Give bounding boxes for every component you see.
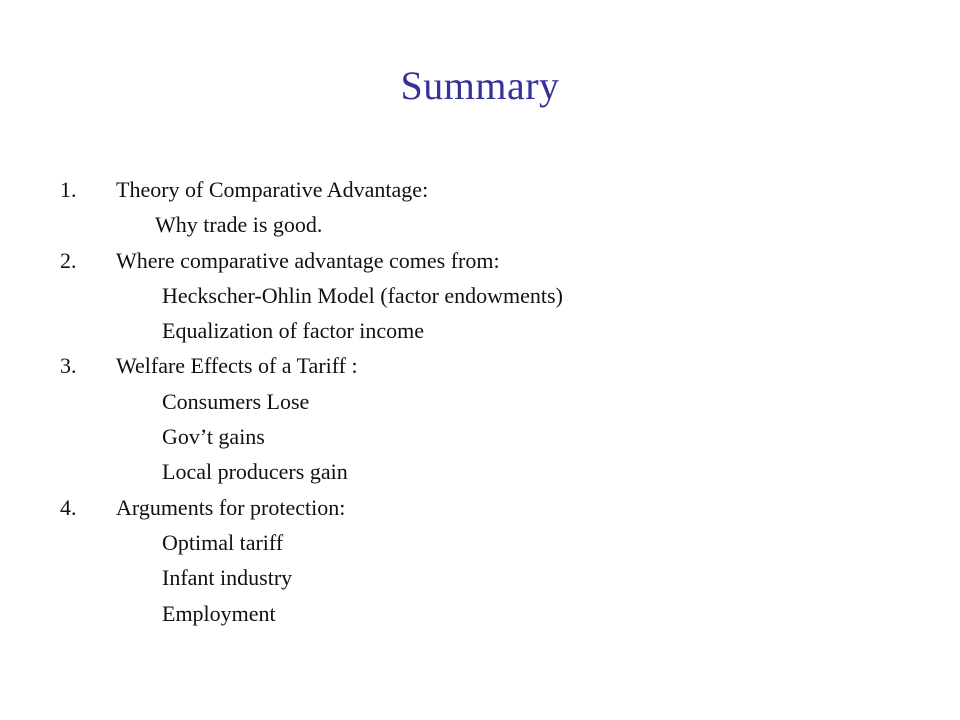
item-text: Theory of Comparative Advantage: (116, 177, 429, 202)
slide-title: Summary (400, 63, 560, 108)
sub-item-text: Consumers Lose (162, 388, 310, 414)
item-text: Welfare Effects of a Tariff : (116, 353, 358, 379)
sub-item (60, 560, 920, 595)
sub-item-text: Employment (162, 600, 276, 626)
list-item (60, 348, 920, 383)
list-item (60, 243, 920, 278)
sub-item-text: Equalization of factor income (162, 318, 425, 344)
sub-item-text: Infant industry (162, 565, 293, 591)
sub-item (60, 454, 920, 489)
item-text: Arguments for protection: (116, 494, 346, 520)
sub-item-text: Optimal tariff (162, 529, 284, 555)
sub-item-text: Why trade is good. (155, 212, 323, 238)
sub-item (60, 278, 920, 313)
sub-item (60, 525, 920, 560)
item-text: Where comparative advantage comes from: (116, 247, 500, 273)
sub-item (60, 384, 920, 419)
item-number: 1. (60, 177, 77, 202)
sub-item-text: Heckscher-Ohlin Model (factor endowments) (162, 282, 563, 308)
item-number: 4. (60, 494, 77, 520)
sub-item-text: Local producers gain (162, 459, 348, 485)
sub-item (60, 313, 920, 348)
list-item (60, 490, 920, 525)
list-item (60, 172, 920, 207)
sub-item-text: Gov’t gains (162, 424, 265, 450)
summary-list (60, 172, 920, 631)
sub-item (60, 207, 920, 242)
sub-item (60, 596, 920, 631)
item-number: 3. (60, 353, 77, 379)
item-number: 2. (60, 247, 77, 273)
sub-item (60, 419, 920, 454)
